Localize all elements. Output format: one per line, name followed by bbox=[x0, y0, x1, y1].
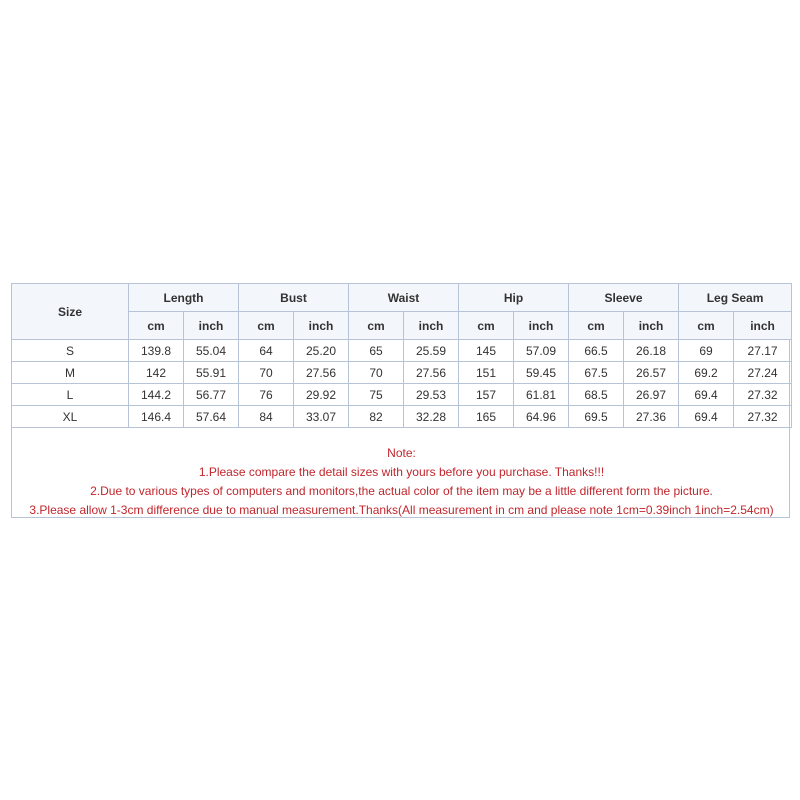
table-body bbox=[12, 340, 792, 428]
value-cell: 69.4 bbox=[679, 406, 734, 428]
value-cell: 25.59 bbox=[404, 340, 459, 362]
value-cell: 76 bbox=[239, 384, 294, 406]
size-header: Size bbox=[12, 284, 129, 340]
value-cell: 59.45 bbox=[514, 362, 569, 384]
value-cell: 64 bbox=[239, 340, 294, 362]
value-cell: 33.07 bbox=[294, 406, 349, 428]
unit-cm-header: cm bbox=[129, 312, 184, 340]
value-cell: 57.64 bbox=[184, 406, 239, 428]
value-cell: 146.4 bbox=[129, 406, 184, 428]
table-row bbox=[12, 340, 792, 362]
group-header-row bbox=[12, 284, 792, 312]
value-cell: 26.18 bbox=[624, 340, 679, 362]
value-cell: 69.4 bbox=[679, 384, 734, 406]
value-cell: 27.32 bbox=[734, 384, 792, 406]
value-cell: 27.32 bbox=[734, 406, 792, 428]
unit-inch-header: inch bbox=[294, 312, 349, 340]
value-cell: 157 bbox=[459, 384, 514, 406]
unit-header-row bbox=[12, 312, 792, 340]
value-cell: 29.92 bbox=[294, 384, 349, 406]
value-cell: 66.5 bbox=[569, 340, 624, 362]
value-cell: 32.28 bbox=[404, 406, 459, 428]
value-cell: 151 bbox=[459, 362, 514, 384]
value-cell: 139.8 bbox=[129, 340, 184, 362]
size-cell: L bbox=[12, 384, 129, 406]
value-cell: 57.09 bbox=[514, 340, 569, 362]
size-cell: S bbox=[12, 340, 129, 362]
unit-inch-header: inch bbox=[184, 312, 239, 340]
value-cell: 84 bbox=[239, 406, 294, 428]
value-cell: 26.97 bbox=[624, 384, 679, 406]
note-line-3: 3.Please allow 1-3cm difference due to manual measurement.Thanks(All measurement in cm and please note 1cm=0.39inch 1inch=2.54cm) bbox=[29, 503, 774, 517]
value-cell: 55.91 bbox=[184, 362, 239, 384]
value-cell: 27.56 bbox=[404, 362, 459, 384]
value-cell: 68.5 bbox=[569, 384, 624, 406]
unit-cm-header: cm bbox=[569, 312, 624, 340]
unit-inch-header: inch bbox=[734, 312, 792, 340]
value-cell: 69.5 bbox=[569, 406, 624, 428]
unit-inch-header: inch bbox=[624, 312, 679, 340]
value-cell: 75 bbox=[349, 384, 404, 406]
waist-header: Waist bbox=[349, 284, 459, 312]
value-cell: 70 bbox=[239, 362, 294, 384]
value-cell: 56.77 bbox=[184, 384, 239, 406]
note-line-2: 2.Due to various types of computers and monitors,the actual color of the item may be a little different form the picture. bbox=[90, 484, 713, 498]
bust-header: Bust bbox=[239, 284, 349, 312]
value-cell: 55.04 bbox=[184, 340, 239, 362]
table-row bbox=[12, 384, 792, 406]
value-cell: 65 bbox=[349, 340, 404, 362]
notes-section bbox=[12, 444, 791, 520]
unit-cm-header: cm bbox=[239, 312, 294, 340]
value-cell: 142 bbox=[129, 362, 184, 384]
value-cell: 27.56 bbox=[294, 362, 349, 384]
value-cell: 165 bbox=[459, 406, 514, 428]
value-cell: 82 bbox=[349, 406, 404, 428]
value-cell: 145 bbox=[459, 340, 514, 362]
unit-inch-header: inch bbox=[514, 312, 569, 340]
table-row bbox=[12, 406, 792, 428]
length-header: Length bbox=[129, 284, 239, 312]
value-cell: 144.2 bbox=[129, 384, 184, 406]
value-cell: 27.36 bbox=[624, 406, 679, 428]
unit-cm-header: cm bbox=[679, 312, 734, 340]
unit-cm-header: cm bbox=[349, 312, 404, 340]
size-cell: XL bbox=[12, 406, 129, 428]
size-cell: M bbox=[12, 362, 129, 384]
size-table bbox=[11, 283, 792, 428]
leg-seam-header: Leg Seam bbox=[679, 284, 792, 312]
value-cell: 67.5 bbox=[569, 362, 624, 384]
value-cell: 69 bbox=[679, 340, 734, 362]
value-cell: 27.17 bbox=[734, 340, 792, 362]
note-title: Note: bbox=[387, 446, 416, 460]
value-cell: 61.81 bbox=[514, 384, 569, 406]
value-cell: 27.24 bbox=[734, 362, 792, 384]
value-cell: 70 bbox=[349, 362, 404, 384]
value-cell: 69.2 bbox=[679, 362, 734, 384]
unit-inch-header: inch bbox=[404, 312, 459, 340]
value-cell: 29.53 bbox=[404, 384, 459, 406]
hip-header: Hip bbox=[459, 284, 569, 312]
table-row bbox=[12, 362, 792, 384]
note-line-1: 1.Please compare the detail sizes with yours before you purchase. Thanks!!! bbox=[198, 465, 605, 479]
value-cell: 26.57 bbox=[624, 362, 679, 384]
unit-cm-header: cm bbox=[459, 312, 514, 340]
size-chart bbox=[11, 283, 790, 518]
sleeve-header: Sleeve bbox=[569, 284, 679, 312]
value-cell: 25.20 bbox=[294, 340, 349, 362]
value-cell: 64.96 bbox=[514, 406, 569, 428]
